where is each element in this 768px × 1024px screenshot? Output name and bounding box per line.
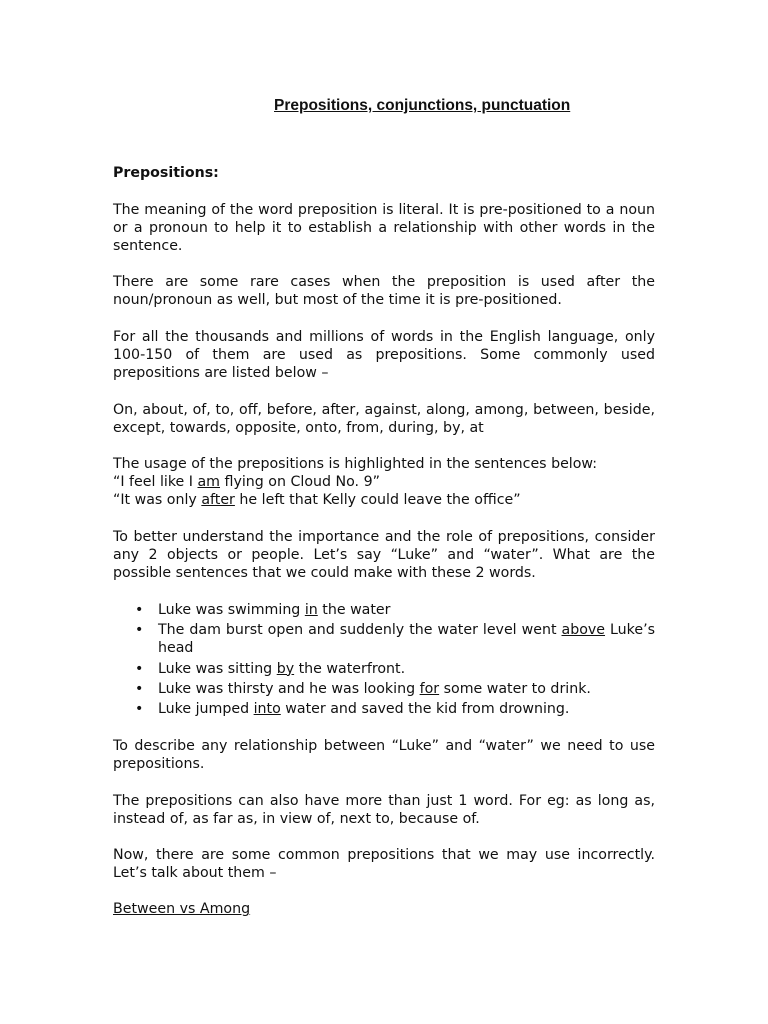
paragraph-definition: The meaning of the word preposition is literal. It is pre-positioned to a noun or a pronoun to help it to establish a relationship with other words in the sentence. [113, 202, 655, 255]
paragraph-rare-cases: There are some rare cases when the preposition is used after the noun/pronoun as well, but most of the time it is pre-positioned. [113, 274, 655, 309]
example-sentence-2: “It was only after he left that Kelly could leave the office” [113, 492, 521, 509]
paragraph-relationship: To describe any relationship between “Luke” and “water” we need to use prepositions. [113, 738, 655, 773]
usage-intro: The usage of the prepositions is highlighted in the sentences below: [113, 456, 598, 472]
paragraph-common-mistakes: Now, there are some common prepositions that we may use incorrectly. Let’s talk about them – [113, 847, 655, 882]
highlighted-preposition: by [276, 660, 295, 677]
list-item: • Luke was thirsty and he was looking for some water to drink. [135, 680, 591, 697]
list-item: • Luke was swimming in the water [135, 602, 391, 618]
section-heading-prepositions: Prepositions: [113, 165, 219, 181]
example-sentence-1: “I feel like I am flying on Cloud No. 9” [113, 474, 380, 491]
highlighted-preposition: after [201, 492, 235, 509]
paragraph-multi-word: The prepositions can also have more than just 1 word. For eg: as long as, instead of, as far as, in view of, next to, because of. [113, 793, 655, 828]
paragraph-luke-water: To better understand the importance and the role of prepositions, consider any 2 objects or people. Let’s say “Luke” and “water”. What are the possible sentences that we could make with these 2 words. [113, 529, 655, 582]
list-item: • Luke was sitting by the waterfront. [135, 660, 406, 677]
document-title: Prepositions, conjunctions, punctuation [274, 97, 571, 114]
bullet-icon: • [135, 602, 144, 618]
bullet-icon: • [135, 680, 144, 697]
bullet-icon: • [135, 622, 144, 639]
list-item: • Luke jumped into water and saved the kid from drowning. [135, 701, 570, 718]
highlighted-preposition: in [304, 602, 318, 618]
paragraph-preposition-list: On, about, of, to, off, before, after, against, along, among, between, beside, except, towards, opposite, onto, from, during, by, at [113, 402, 655, 437]
highlighted-preposition: above [561, 622, 606, 639]
subheading-between-vs-among: Between vs Among [113, 901, 251, 917]
document-page [113, 0, 655, 1024]
bullet-icon: • [135, 660, 144, 677]
list-item: • The dam burst open and suddenly the water level went above Luke’s head [135, 622, 655, 657]
bullet-icon: • [135, 701, 144, 718]
paragraph-word-count: For all the thousands and millions of words in the English language, only 100-150 of them are used as prepositions. Some commonly used prepositions are listed below – [113, 329, 655, 382]
usage-examples [113, 455, 655, 510]
highlighted-preposition: am [197, 474, 220, 491]
example-bullet-list [113, 601, 655, 720]
highlighted-preposition: into [253, 701, 281, 718]
highlighted-preposition: for [419, 680, 440, 697]
